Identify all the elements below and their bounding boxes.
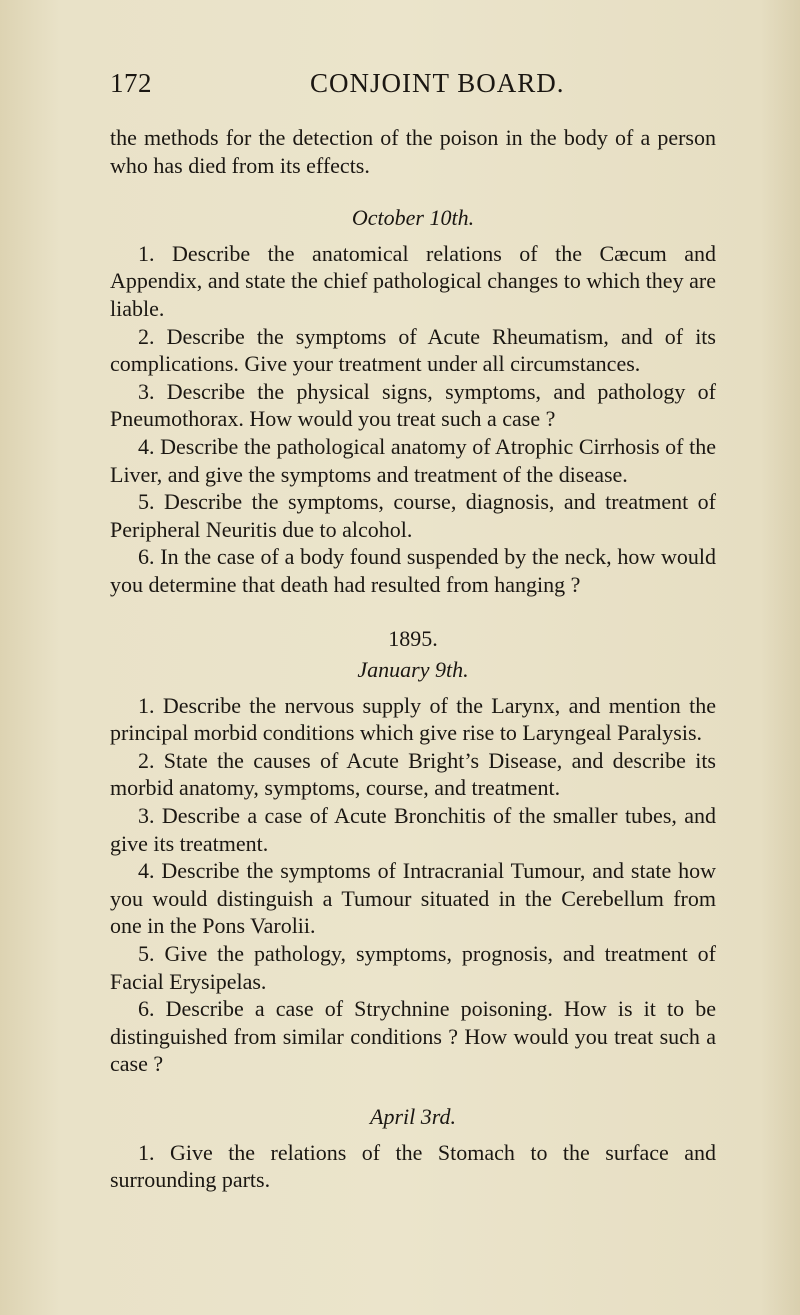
question: 3. Describe a case of Acute Bronchitis of the smaller tubes, and give its treatment. bbox=[110, 803, 716, 856]
question: 1. Describe the nervous supply of the Larynx, and mention the principal morbid conditions which give rise to Laryngeal Paralysis. bbox=[110, 692, 716, 746]
question: 4. Describe the pathological anatomy of Atrophic Cirrhosis of the Liver, and give the symptoms and treatment of the disease. bbox=[110, 433, 716, 487]
question: 4. Describe the symptoms of Intracranial Tumour, and state how you would distinguish a Tumour situated in the Cerebellum from one in the Pons Varolii. bbox=[110, 858, 716, 939]
section-april bbox=[110, 1103, 716, 1194]
section-year: 1895. bbox=[388, 625, 438, 651]
section-date: April 3rd. bbox=[370, 1104, 456, 1129]
question: 2. Describe the symptoms of Acute Rheumatism, and of its complications. Give your treatment under all circumstances. bbox=[110, 323, 716, 377]
question: 6. In the case of a body found suspended by the neck, how would you determine that death had resulted from hanging ? bbox=[110, 544, 716, 597]
question: 1. Describe the anatomical relations of the Cæcum and Appendix, and state the chief pathological changes to which they are liable. bbox=[110, 240, 716, 321]
page-header bbox=[110, 68, 720, 108]
running-head: CONJOINT BOARD. bbox=[310, 68, 565, 98]
question: 3. Describe the physical signs, symptoms, and pathology of Pneumothorax. How would you treat such a case ? bbox=[110, 378, 716, 432]
section-october bbox=[110, 204, 716, 598]
page-number: 172 bbox=[110, 68, 152, 98]
intro-paragraph: the methods for the detection of the poison in the body of a person who has died from its effects. bbox=[110, 125, 716, 178]
question: 6. Describe a case of Strychnine poisoning. How is it to be distinguished from similar conditions ? How would you treat such a case ? bbox=[110, 996, 716, 1077]
section-january bbox=[110, 625, 716, 1079]
question: 5. Describe the symptoms, course, diagnosis, and treatment of Peripheral Neuritis due to alcohol. bbox=[110, 489, 716, 542]
question: 5. Give the pathology, symptoms, prognosis, and treatment of Facial Erysipelas. bbox=[110, 941, 716, 994]
question: 2. State the causes of Acute Bright’s Disease, and describe its morbid anatomy, symptoms, course, and treatment. bbox=[110, 747, 716, 801]
question: 1. Give the relations of the Stomach to the surface and surrounding parts. bbox=[110, 1139, 716, 1193]
section-date: October 10th. bbox=[351, 205, 475, 231]
page-content bbox=[110, 124, 716, 1194]
section-date: January 9th. bbox=[357, 657, 469, 683]
